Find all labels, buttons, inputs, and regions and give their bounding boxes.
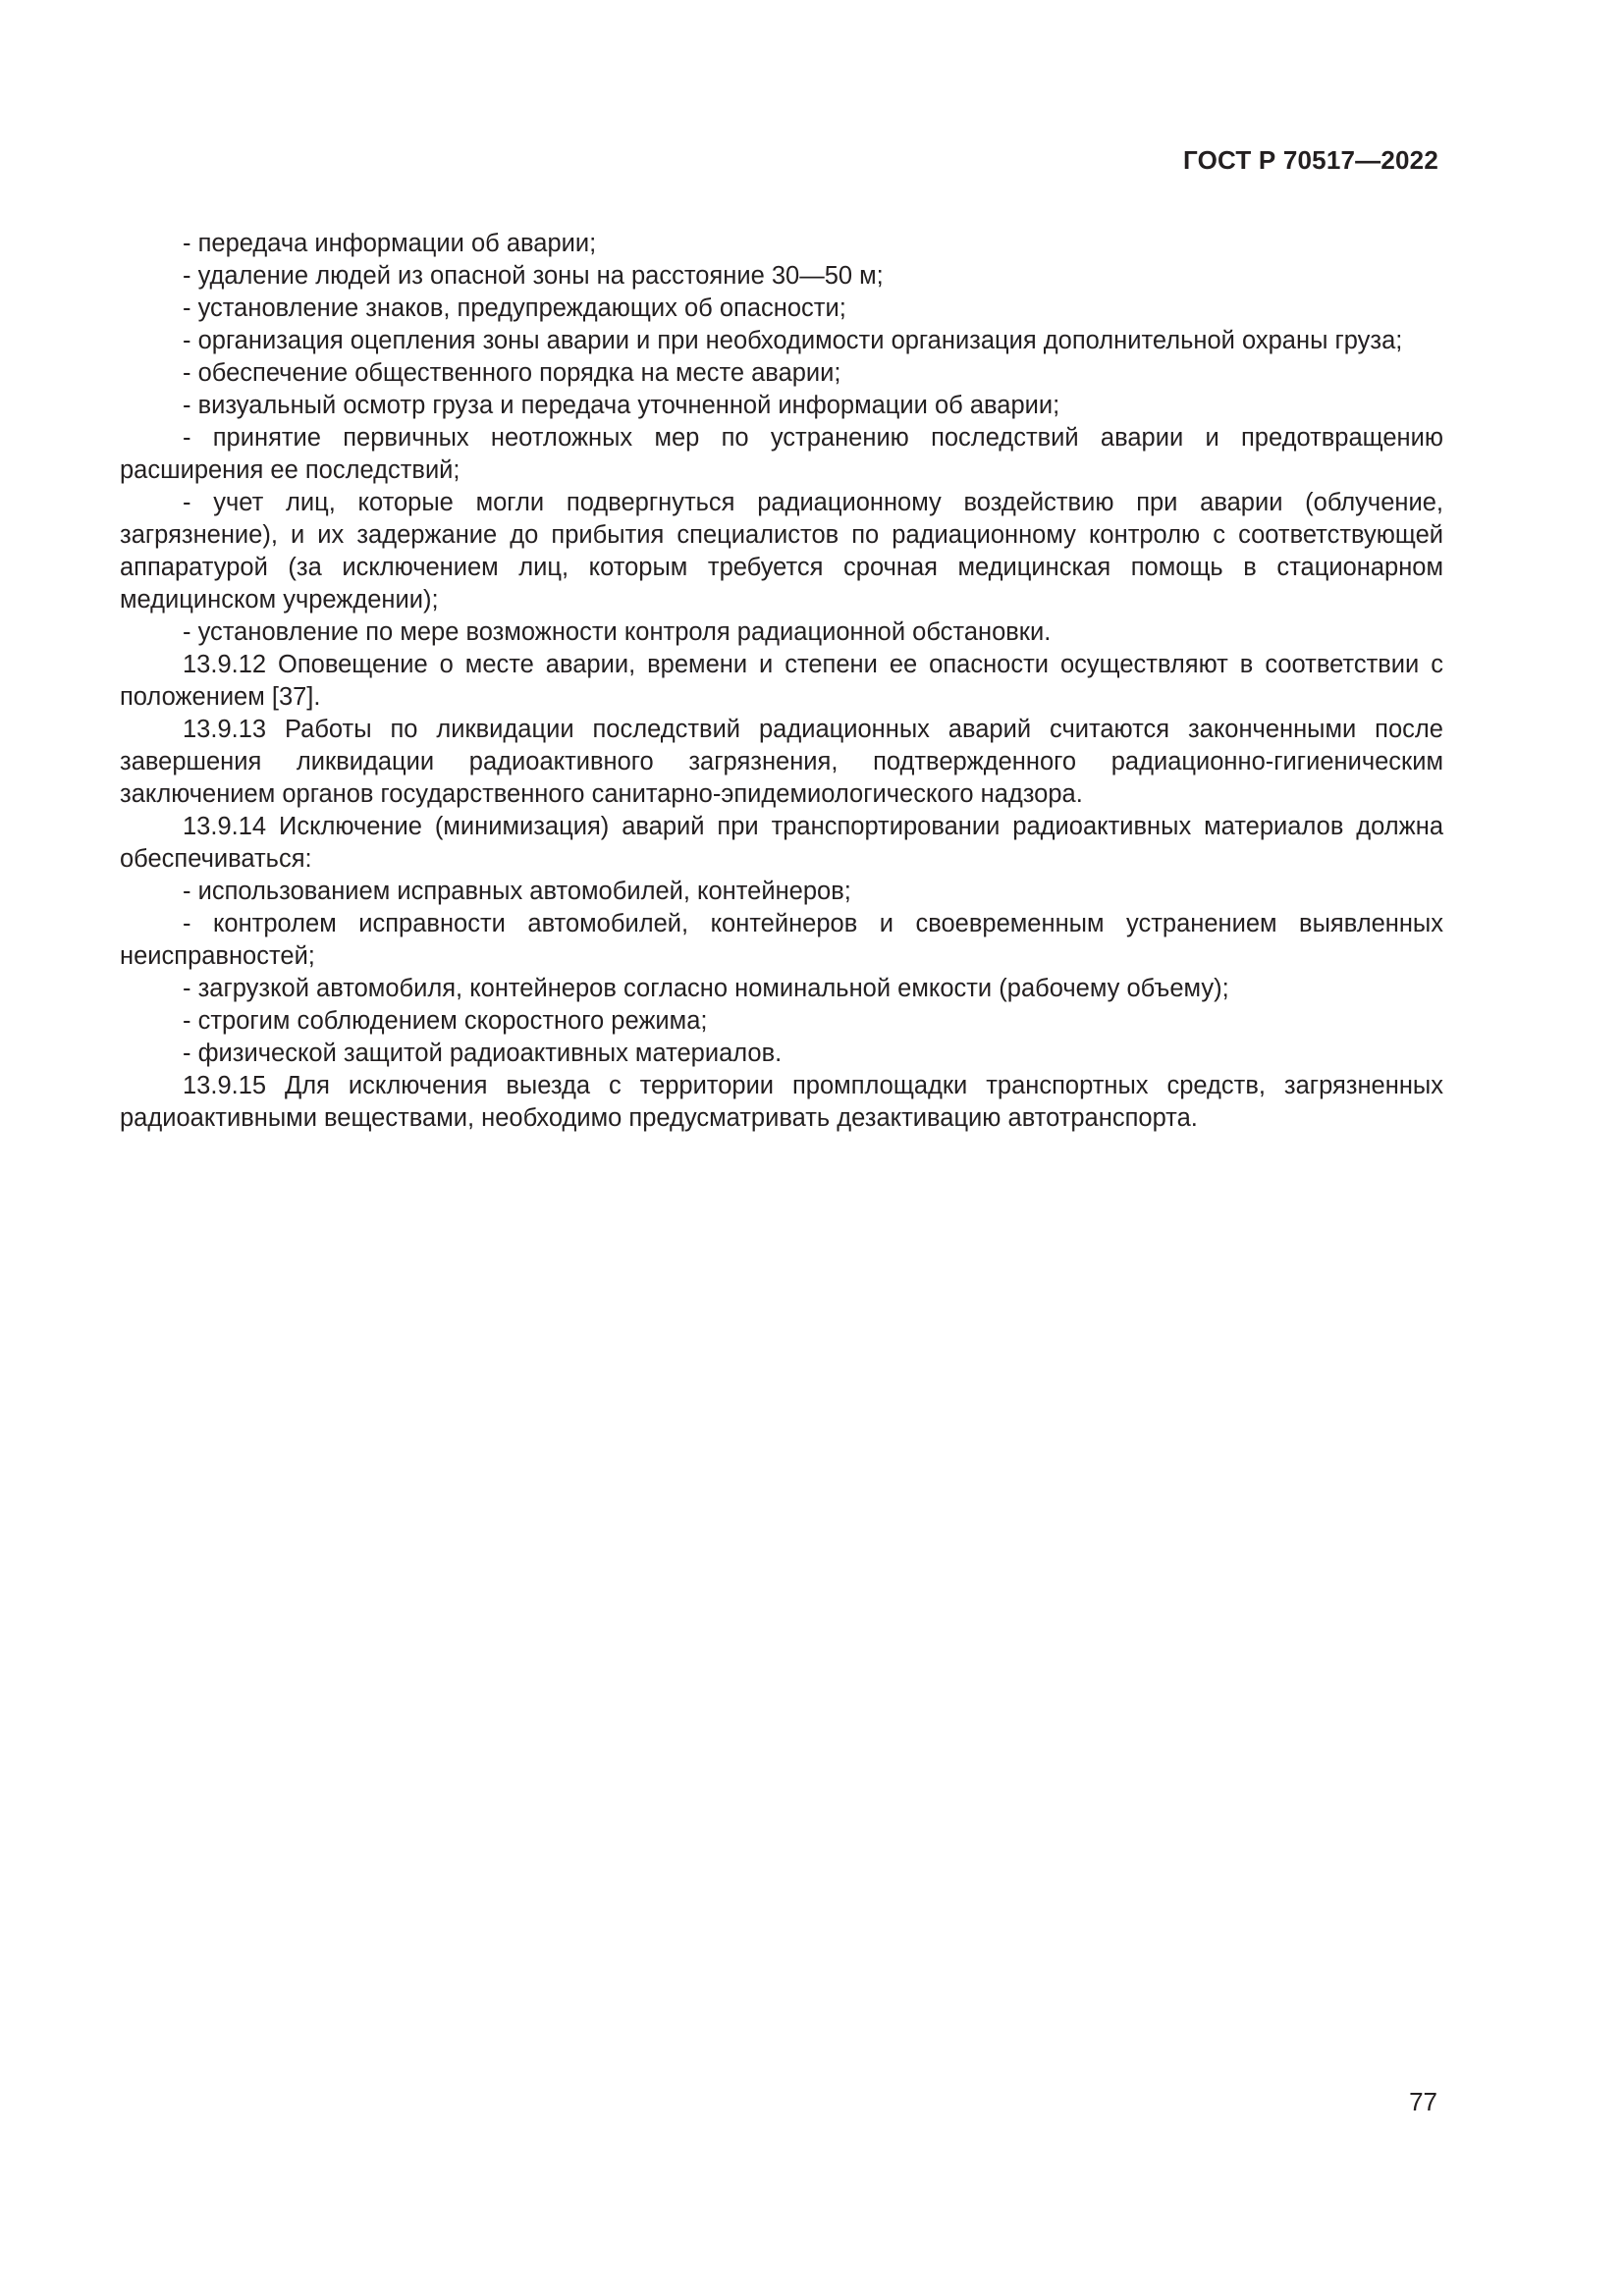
body-text <box>120 228 1443 1135</box>
list-item-accounting-persons: - учет лиц, которые могли подвергнуться радиационному воздействию при аварии (облучение, загрязнение), и их задержание до прибытия специалистов по радиационному контролю с соответствующей аппаратурой (за исключением лиц, которым требуется срочная медицинская помощь в стационарном медицинском учреждении); <box>120 489 1443 614</box>
list-item-warning-signs: - установление знаков, предупреждающих об опасности; <box>183 294 846 322</box>
document-code: ГОСТ Р 70517—2022 <box>1183 145 1438 175</box>
list-item-visual-inspection: - визуальный осмотр груза и передача уточненной информации об аварии; <box>183 392 1060 419</box>
list-item-serviceability-control: - контролем исправности автомобилей, контейнеров и своевременным устранением выявленных неисправностей; <box>120 910 1443 970</box>
list-item-transmit-info: - передача информации об аварии; <box>183 230 597 257</box>
clause-13-9-15: 13.9.15 Для исключения выезда с территории промплощадки транспортных средств, загрязненных радиоактивными веществами, необходимо предусматривать дезактивацию автотранспорта. <box>120 1072 1443 1132</box>
list-item-primary-measures: - принятие первичных неотложных мер по устранению последствий аварии и предотвращению расширения ее последствий; <box>120 424 1443 484</box>
clause-13-9-13: 13.9.13 Работы по ликвидации последствий радиационных аварий считаются законченными после завершения ликвидации радиоактивного загрязнения, подтвержденного радиационно-гигиеническим заключением органов государственного санитарно-эпидемиологического надзора. <box>120 716 1443 808</box>
list-item-public-order: - обеспечение общественного порядка на месте аварии; <box>183 359 841 387</box>
list-item-loading-capacity: - загрузкой автомобиля, контейнеров согласно номинальной емкости (рабочему объему); <box>183 975 1229 1002</box>
list-item-evacuate-people: - удаление людей из опасной зоны на расстояние 30—50 м; <box>183 262 884 290</box>
list-item-radiation-control: - установление по мере возможности контроля радиационной обстановки. <box>183 618 1052 646</box>
clause-13-9-14: 13.9.14 Исключение (минимизация) аварий при транспортировании радиоактивных материалов должна обеспечиваться: <box>120 813 1443 873</box>
page-number: 77 <box>1409 2087 1437 2116</box>
list-item-serviceable-vehicles: - использованием исправных автомобилей, контейнеров; <box>183 878 851 905</box>
list-item-cordon-zone: - организация оцепления зоны аварии и при необходимости организация дополнительной охраны груза; <box>183 327 1403 354</box>
list-item-speed-mode: - строгим соблюдением скоростного режима; <box>183 1007 708 1035</box>
list-item-physical-protection: - физической защитой радиоактивных материалов. <box>183 1040 783 1067</box>
clause-13-9-12: 13.9.12 Оповещение о месте аварии, времени и степени ее опасности осуществляют в соответствии с положением [37]. <box>120 651 1443 711</box>
